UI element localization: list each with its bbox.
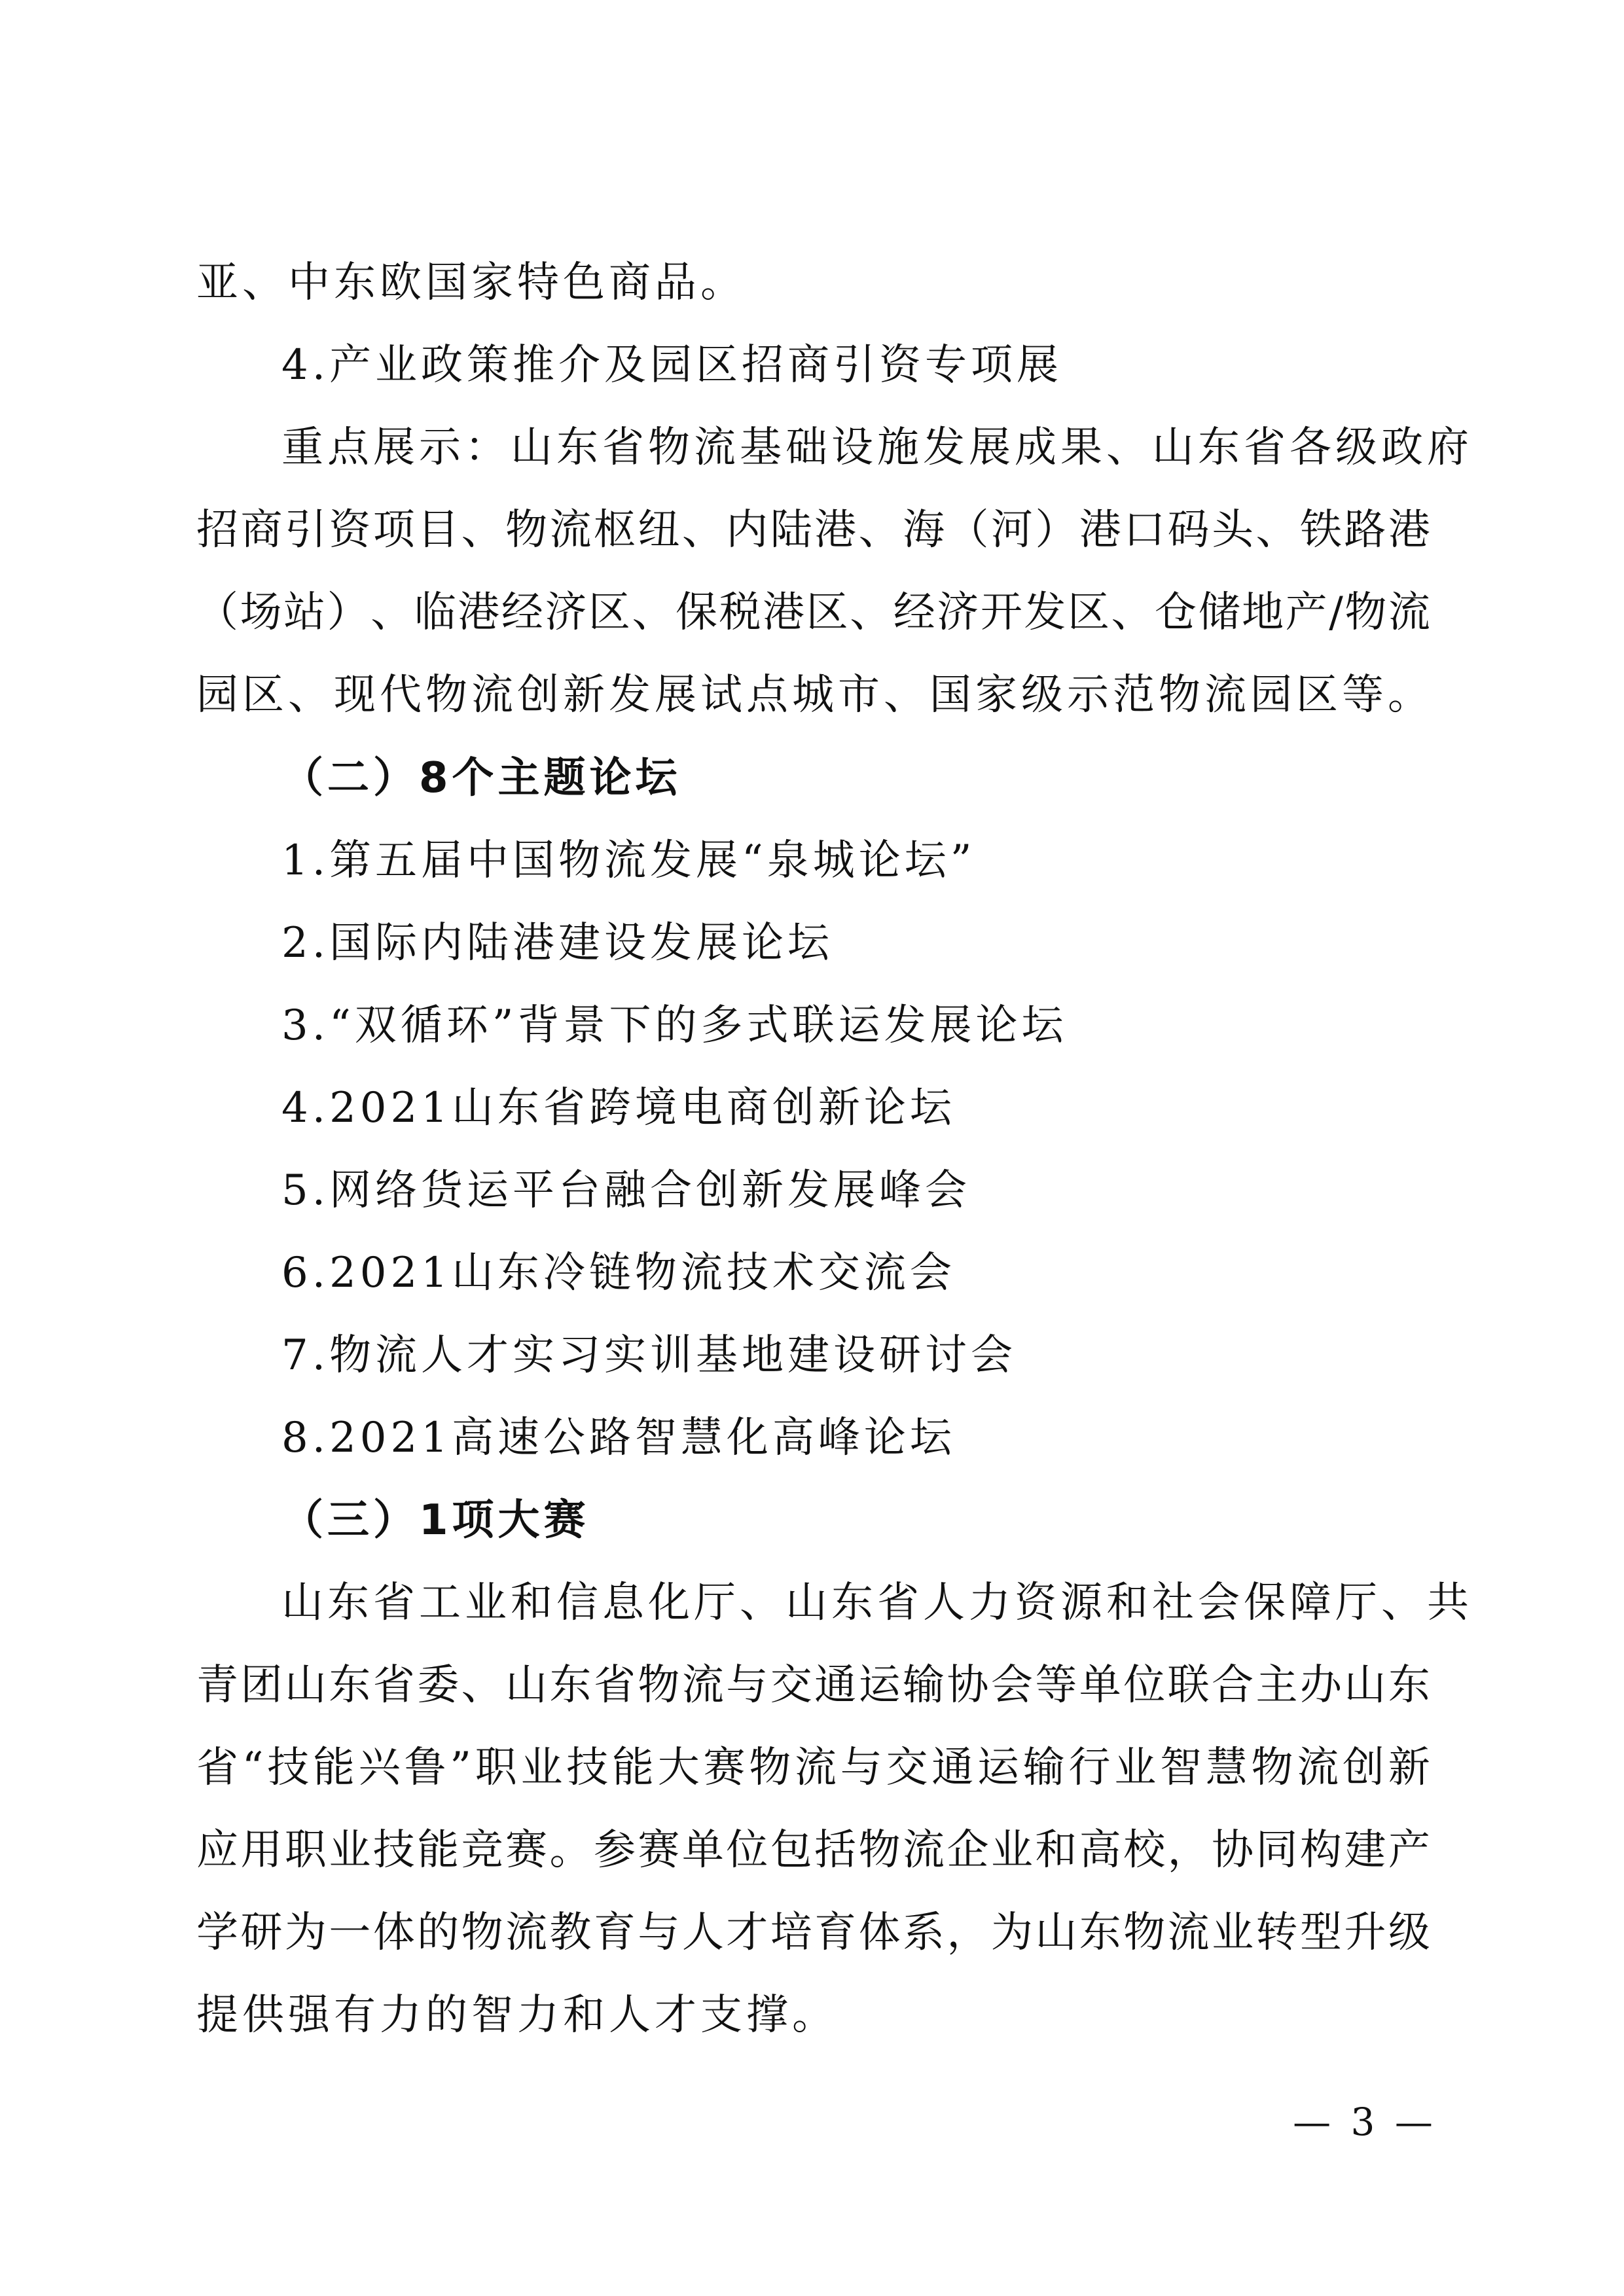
body-text-line: 学 研 为 一 体 的 物 流 教 育 与 人 才 培 育 体 系 ， 为 山 东 物 流 业 转 型 升 级 — [196, 1909, 1430, 1957]
forum-list-item: 2.国际内陆港建设发展论坛 — [281, 919, 834, 967]
forum-list-item: 5.网络货运平台融合创新发展峰会 — [281, 1166, 971, 1215]
body-text-line: 提供强有力的智力和人才支撑。 — [196, 1991, 838, 2039]
page-number: — 3 — — [1293, 2100, 1437, 2144]
forum-list-item: 8.2021高速公路智慧化高峰论坛 — [281, 1414, 956, 1462]
body-text-line: 招 商 引 资 项 目 、 物 流 枢 纽 、 内 陆 港 、 海 （ 河 ） 港 口 码 头 、 铁 路 港 — [196, 506, 1430, 554]
section-heading-competition: （三）1项大赛 — [281, 1496, 590, 1545]
body-text-line: （ 场 站 ） 、 临 港 经 济 区 、 保 税 港 区 、 经 济 开 发 区 、 仓 储 地 产 / 物 流 — [196, 588, 1430, 637]
body-text-line: 园区、现代物流创新发展试点城市、国家级示范物流园区等。 — [196, 671, 1434, 719]
paragraph-continuation: 亚、中东欧国家特色商品。 — [196, 259, 746, 307]
body-text-line: 省 “ 技 能 兴 鲁 ” 职 业 技 能 大 赛 物 流 与 交 通 运 输 行 业 智 慧 物 流 创 新 — [196, 1744, 1430, 1792]
body-text-line: 青 团 山 东 省 委 、 山 东 省 物 流 与 交 通 运 输 协 会 等 单 位 联 合 主 办 山 东 — [196, 1661, 1430, 1710]
forum-list-item: 4.2021山东省跨境电商创新论坛 — [281, 1084, 956, 1132]
subheading-4-industrial-policy: 4.产业政策推介及园区招商引资专项展 — [281, 341, 1063, 389]
forum-list-item: 6.2021山东冷链物流技术交流会 — [281, 1249, 956, 1297]
forum-list-item: 3.“双循环”背景下的多式联运发展论坛 — [281, 1001, 1068, 1050]
body-text-line: 山东省工业和信息化厅、山东省人力资源和社会保障厅、共 — [281, 1579, 1473, 1627]
forum-list-item: 1.第五届中国物流发展“泉城论坛” — [281, 836, 976, 885]
forum-list-item: 7.物流人才实习实训基地建设研讨会 — [281, 1331, 1017, 1380]
body-text-line: 重点展示：山东省物流基础设施发展成果、山东省各级政府 — [281, 423, 1473, 472]
section-heading-forums: （二）8个主题论坛 — [281, 754, 681, 802]
body-text-line: 应 用 职 业 技 能 竞 赛 。 参 赛 单 位 包 括 物 流 企 业 和 高 校 ， 协 同 构 建 产 — [196, 1826, 1430, 1874]
